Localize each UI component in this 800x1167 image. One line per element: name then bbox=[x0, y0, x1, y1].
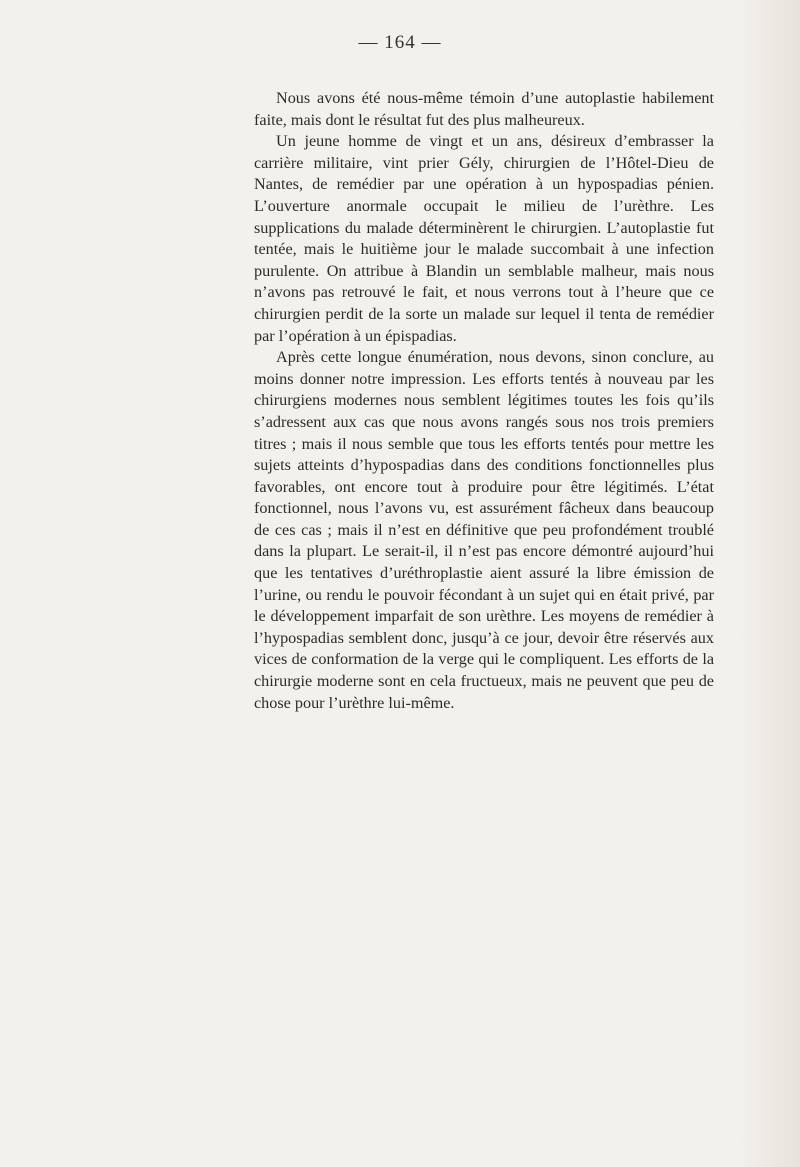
paragraph-2: Un jeune homme de vingt et un ans, désireux d’embrasser la carrière militaire, vint prier Gély, chirurgien de l’Hôtel-Dieu de Nantes, de remédier par une opération à un hypospadias pénien. L’ouverture anormale occupait le milieu de l’urèthre. Les supplications du malade déterminèrent le chirurgien. L’autoplastie fut tentée, mais le huitième jour le malade succombait à une infection purulente. On attribue à Blandin un semblable malheur, mais nous n’avons pas retrouvé le fait, et nous verrons tout à l’heure que ce chirurgien perdit de la sorte un malade sur lequel il tenta de remédier par l’opération à un épispadias. bbox=[254, 132, 714, 345]
paragraph-3: Après cette longue énumération, nous devons, sinon conclure, au moins donner notre impression. Les efforts tentés à nouveau par les chirurgiens modernes nous semblent légitimes toutes les fois qu’ils s’adressent aux cas que nous avons rangés sous nos trois premiers titres ; mais il nous semble que tous les efforts tentés pour mettre les sujets atteints d’hypospadias dans des conditions fonctionnelles plus favorables, ont encore tout à produire pour être légitimés. L’état fonctionnel, nous l’avons vu, est assurément fâcheux dans beaucoup de ces cas ; mais il n’est en définitive que peu profondément troublé dans la plupart. Le serait-il, il n’est pas encore démontré aujourd’hui que les tentatives d’uréthroplastie aient assuré la libre émission de l’urine, ou rendu le pouvoir fécondant à un sujet qui en était privé, par le développement imparfait de son urèthre. Les moyens de remédier à l’hypospadias semblent donc, jusqu’à ce jour, devoir être réservés aux vices de conformation de la verge qui le compliquent. Les efforts de la chirurgie moderne sont en cela fructueux, mais ne peuvent que peu de chose pour l’urèthre lui-même. bbox=[254, 348, 714, 712]
paragraph-1: Nous avons été nous-même témoin d’une autoplastie habilement faite, mais dont le résultat fut des plus malheureux. bbox=[254, 89, 714, 129]
body-text bbox=[254, 88, 714, 714]
page-number: — 164 — bbox=[358, 32, 442, 53]
